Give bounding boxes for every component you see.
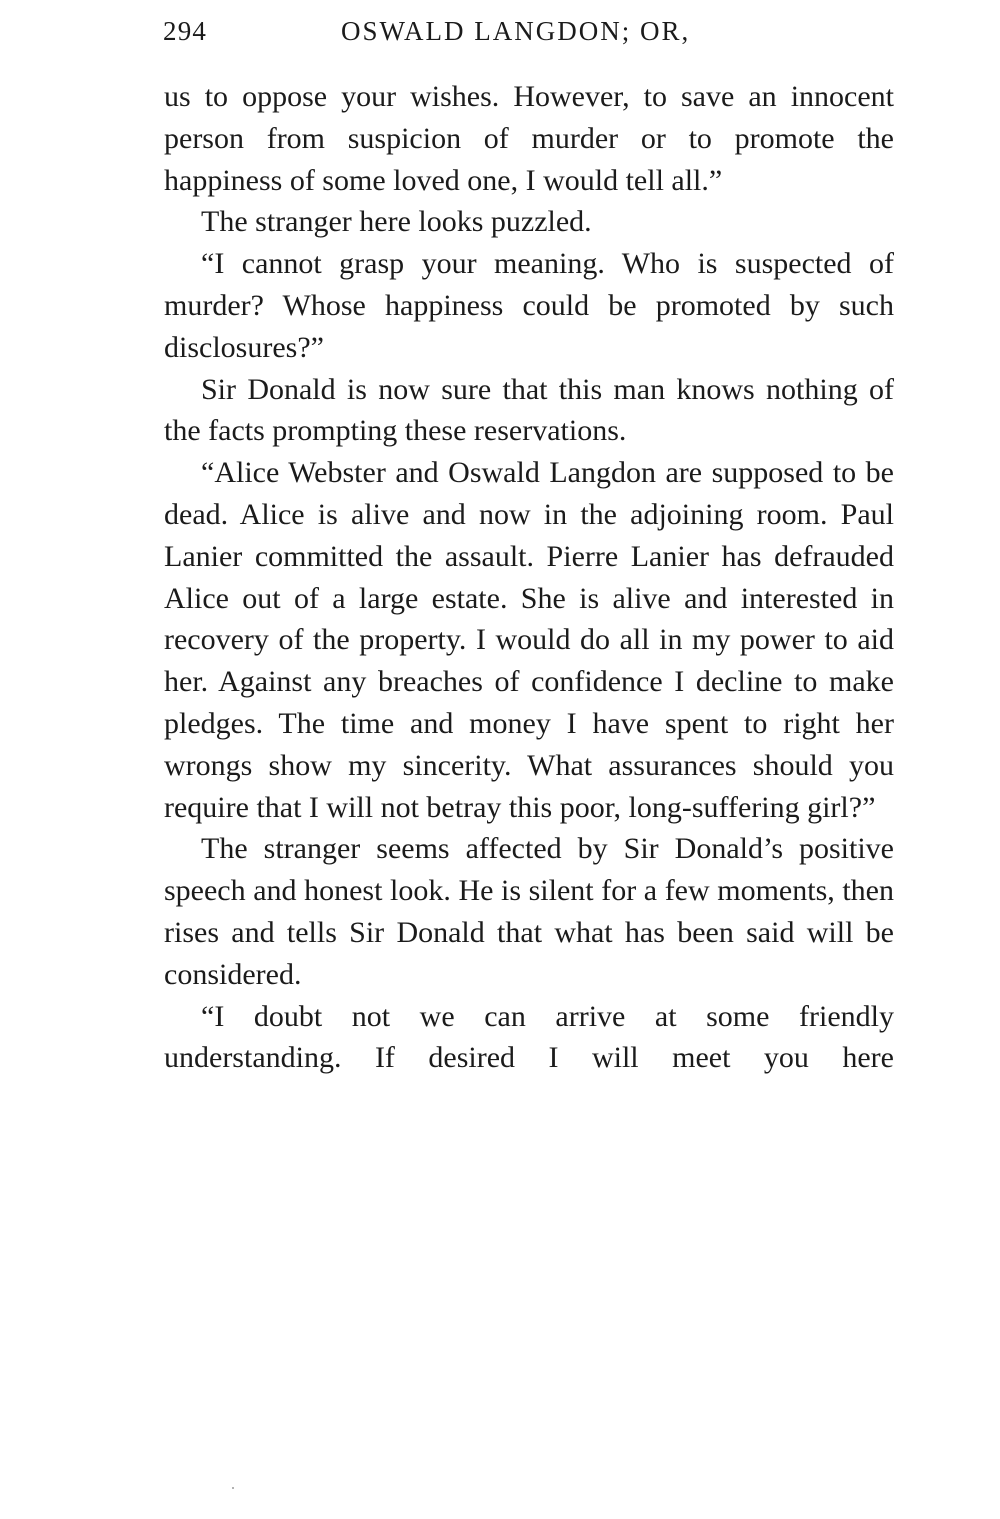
paragraph: us to oppose your wishes. However, to save an innocent person from suspicion of murder or to promote the happiness of some loved one, I would tell all.” <box>164 80 894 197</box>
paragraph: “Alice Webster and Oswald Langdon are supposed to be dead. Alice is alive and now in the adjoining room. Paul Lanier committed the assault. Pierre Lanier has defrauded Alice out of a large estate. She is alive and interested in recovery of the property. I would do all in my power to aid her. Against any breaches of confidence I decline to make pledges. The time and money I have spent to right her wrongs show my sincerity. What assurances should you require that I will not betray this poor, long-suffering girl?” <box>164 456 894 824</box>
paragraph: “I doubt not we can arrive at some friendly understanding. If desired I will meet you here <box>164 999 894 1075</box>
page-number: 294 <box>163 16 208 46</box>
paragraph: Sir Donald is now sure that this man knows nothing of the facts prompting these reservations. <box>164 372 894 448</box>
paragraph: The stranger seems affected by Sir Donald’s positive speech and honest look. He is silent for a few moments, then rises and tells Sir Donald that what has been said will be considered. <box>164 832 894 991</box>
paragraph: “I cannot grasp your meaning. Who is suspected of murder? Whose happiness could be promoted by such disclosures?” <box>164 247 894 364</box>
running-head <box>163 16 903 56</box>
running-title: OSWALD LANGDON; OR, <box>341 16 691 46</box>
paper-speck <box>232 1487 234 1489</box>
paragraph: The stranger here looks puzzled. <box>201 205 592 239</box>
body-text <box>164 76 894 1079</box>
